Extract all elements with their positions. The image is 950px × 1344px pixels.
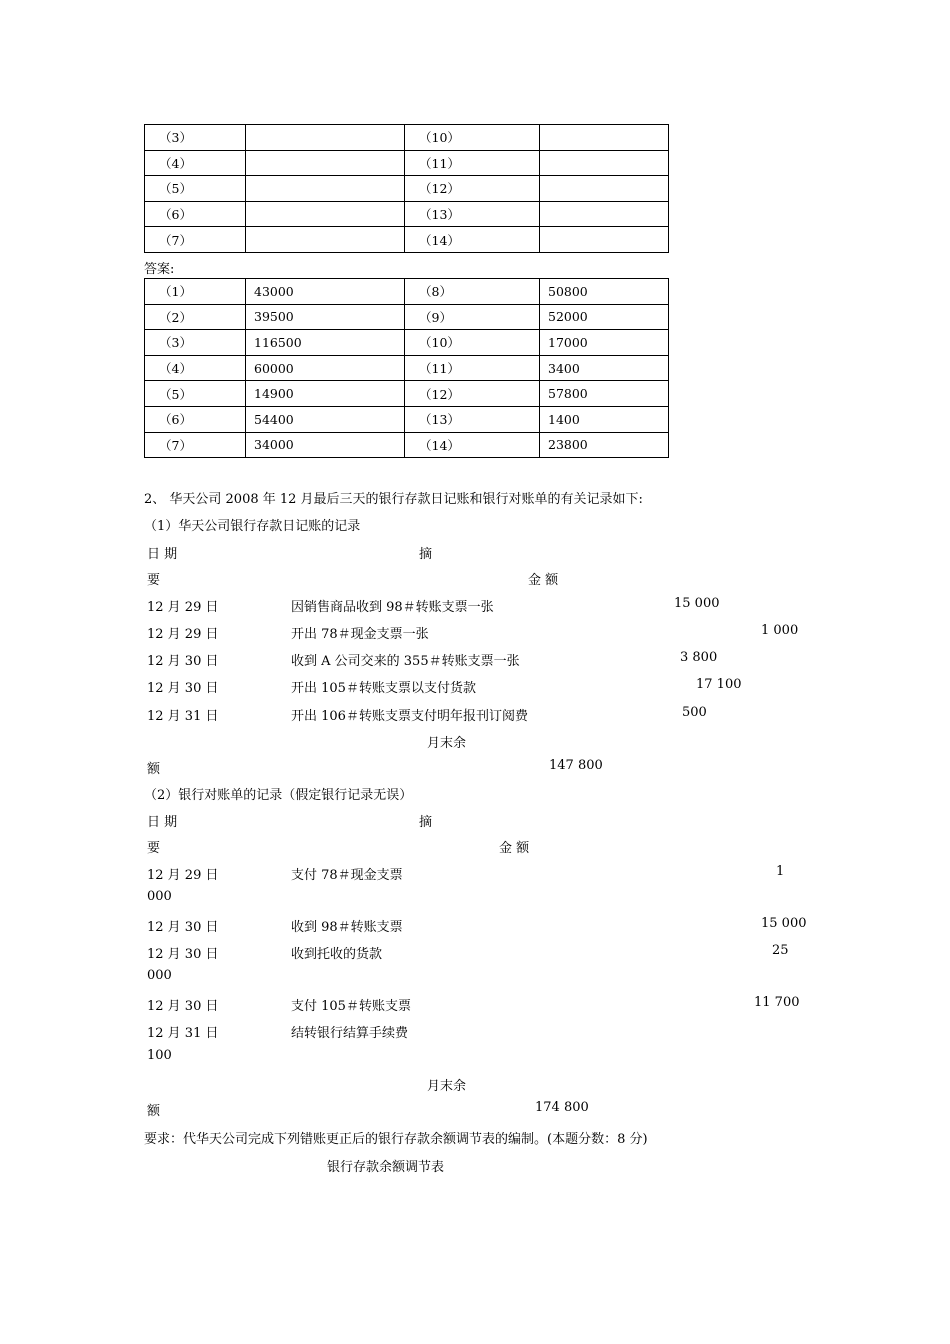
row-desc: 收到 A 公司交来的 355＃转账支票一张: [291, 654, 520, 669]
row-desc: 开出 106＃转账支票支付明年报刊订阅费: [291, 709, 528, 724]
row-desc: 开出 105＃转账支票以支付货款: [291, 681, 476, 696]
table-row: （7） （14）: [145, 227, 669, 253]
row-date: 12 月 30 日: [147, 654, 219, 669]
answer-table: [144, 278, 669, 458]
part2-balance-label-wrap: 额: [147, 1104, 161, 1119]
row-amount: 11 700: [754, 995, 800, 1010]
part1-header-amount: 金 额: [528, 573, 559, 588]
row-date: 12 月 30 日: [147, 920, 219, 935]
table-row: （1） 43000 （8） 50800: [145, 279, 669, 305]
part1-balance-amount: 147 800: [549, 758, 603, 773]
row-date: 12 月 30 日: [147, 947, 219, 962]
row-desc: 收到 98＃转账支票: [291, 920, 403, 935]
part2-header-summary: 摘: [419, 815, 433, 830]
table-row: （3） 116500 （10） 17000: [145, 330, 669, 356]
part1-balance-label: 月末余: [427, 736, 467, 751]
part2-balance-amount: 174 800: [535, 1100, 589, 1115]
row-desc: 支付 78＃现金支票: [291, 868, 403, 883]
row-date: 12 月 29 日: [147, 627, 219, 642]
table-row: （5） （12）: [145, 176, 669, 202]
row-date: 12 月 29 日: [147, 600, 219, 615]
row-date: 12 月 30 日: [147, 681, 219, 696]
part2-header-amount: 金 额: [499, 841, 530, 856]
part1-balance-label-wrap: 额: [147, 762, 161, 777]
part2-header-yao: 要: [147, 841, 161, 856]
row-amount-wrap: 100: [147, 1048, 172, 1063]
row-amount-wrap: 000: [147, 968, 172, 983]
row-desc: 收到托收的货款: [291, 947, 383, 962]
part2-header-date: 日 期: [147, 815, 178, 830]
table-row: （6） 54400 （13） 1400: [145, 406, 669, 432]
part1-header-yao: 要: [147, 573, 161, 588]
table-row: （2） 39500 （9） 52000: [145, 304, 669, 330]
row-amount: 1 000: [761, 623, 799, 638]
question-intro: 2、 华天公司 2008 年 12 月最后三天的银行存款日记账和银行对账单的有关记录如下:: [144, 492, 643, 507]
row-amount-wrap: 000: [147, 889, 172, 904]
row-desc: 结转银行结算手续费: [291, 1026, 409, 1041]
table-row: （7） 34000 （14） 23800: [145, 432, 669, 458]
row-amount: 3 800: [680, 650, 718, 665]
row-date: 12 月 29 日: [147, 868, 219, 883]
row-amount: 15 000: [761, 916, 807, 931]
table-row: （6） （13）: [145, 201, 669, 227]
table-row: （3） （10）: [145, 125, 669, 151]
part1-header-summary: 摘: [419, 547, 433, 562]
row-desc: 开出 78＃现金支票一张: [291, 627, 429, 642]
row-desc: 因销售商品收到 98＃转账支票一张: [291, 600, 494, 615]
table-row: （4） （11）: [145, 150, 669, 176]
row-date: 12 月 31 日: [147, 709, 219, 724]
part1-header-date: 日 期: [147, 547, 178, 562]
blank-table: [144, 124, 669, 253]
table-row: （5） 14900 （12） 57800: [145, 381, 669, 407]
part1-title: （1）华天公司银行存款日记账的记录: [144, 519, 361, 534]
part2-title: （2）银行对账单的记录（假定银行记录无误）: [144, 788, 413, 803]
answer-label: 答案:: [144, 262, 175, 277]
requirement: 要求：代华天公司完成下列错账更正后的银行存款余额调节表的编制。(本题分数：8 分): [144, 1132, 648, 1147]
row-amount: 500: [682, 705, 707, 720]
table-row: （4） 60000 （11） 3400: [145, 355, 669, 381]
row-amount: 17 100: [696, 677, 742, 692]
row-desc: 支付 105＃转账支票: [291, 999, 411, 1014]
row-amount: 25: [772, 943, 789, 958]
row-date: 12 月 30 日: [147, 999, 219, 1014]
reconciliation-table-title: 银行存款余额调节表: [327, 1160, 445, 1175]
row-amount: 1: [776, 864, 785, 879]
row-date: 12 月 31 日: [147, 1026, 219, 1041]
row-amount: 15 000: [674, 596, 720, 611]
part2-balance-label: 月末余: [427, 1079, 467, 1094]
